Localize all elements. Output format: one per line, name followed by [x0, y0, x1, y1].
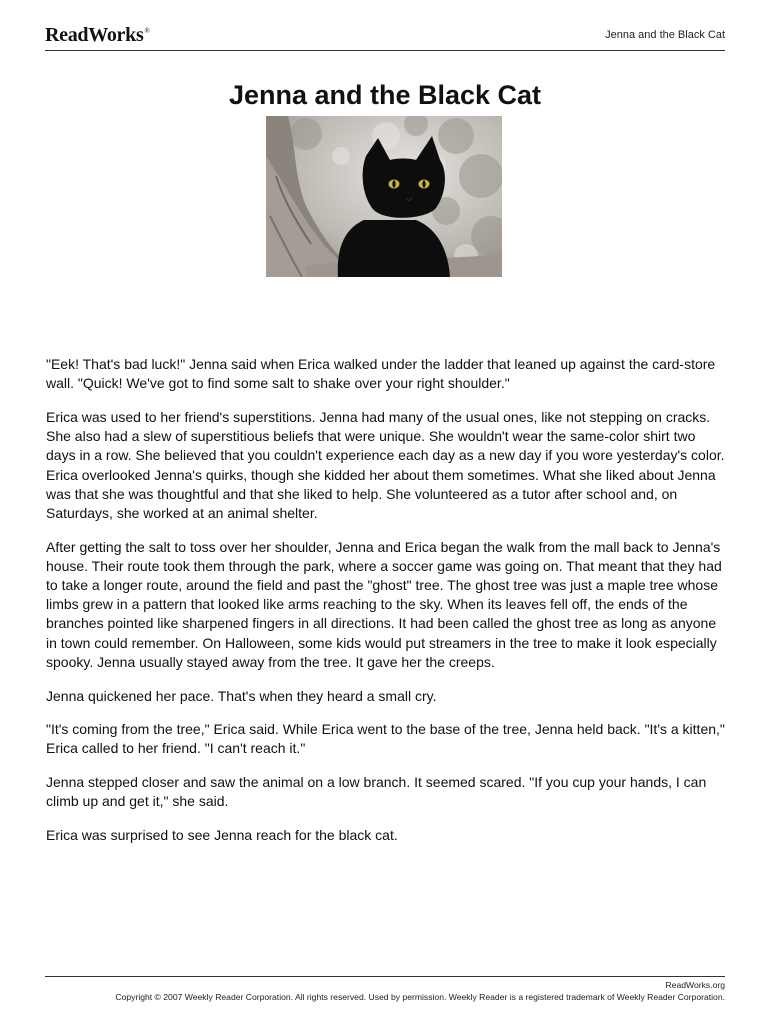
page-header [45, 24, 725, 51]
article-title: Jenna and the Black Cat [228, 80, 542, 110]
paragraph: Jenna quickened her pace. That's when they heard a small cry. [46, 687, 437, 704]
paragraph: "Eek! That's bad luck!" Jenna said when Erica walked under the ladder that leaned up against the card-store wall. "Quick! We've got to find some salt to shake over your right shoulder." [46, 356, 716, 392]
story-body [46, 355, 726, 860]
paragraph: After getting the salt to toss over her shoulder, Jenna and Erica began the walk from the mall back to Jenna's house. Their route took them through the park, where a soccer game was going on. That meant that they had to take a longer route, around the field and past the "ghost" tree. The ghost tree was just a maple tree whose limbs grew in a pattern that looked like arms reaching to the sky. When its leaves fell off, the ends of the branches pointed like sharpened fingers in all directions. It had been called the ghost tree as long as anyone in town could remember. On Halloween, some kids would put streamers in the tree to make it look especially spooky. Jenna usually stayed away from the tree. It gave her the creeps. [46, 538, 722, 670]
footer-site: ReadWorks.org [665, 980, 725, 990]
registered-mark: ® [144, 27, 150, 35]
paragraph: "It's coming from the tree," Erica said. While Erica went to the base of the tree, Jenna held back. "It's a kitten," Erica called to her friend. "I can't reach it." [46, 721, 725, 757]
paragraph: Erica was used to her friend's superstitions. Jenna had many of the usual ones, like not stepping on cracks. She also had a slew of superstitious beliefs that were unique. She wouldn't wear the same-color shirt two days in a row. She believed that you couldn't experience each day as a new day if you wore yesterday's color. Erica overlooked Jenna's quirks, though she kidded her about them sometimes. What she liked about Jenna was that she was thoughtful and that she liked to help. She volunteered as a tutor after school and, on Saturdays, she worked at an animal shelter. [46, 408, 725, 521]
footer-copyright: Copyright © 2007 Weekly Reader Corporation. All rights reserved. Used by permission. Weekly Reader is a registered trademark of Weekly Reader Corporation. [115, 991, 725, 1002]
paragraph: Erica was surprised to see Jenna reach for the black cat. [46, 827, 398, 844]
paragraph: Jenna stepped closer and saw the animal on a low branch. It seemed scared. "If you cup your hands, I can climb up and get it," she said. [46, 774, 707, 810]
header-document-title: Jenna and the Black Cat [605, 29, 725, 41]
page-footer [45, 976, 725, 1003]
logo-text: ReadWorks [45, 24, 144, 46]
black-cat-photo [266, 116, 502, 277]
readworks-logo [45, 24, 149, 47]
